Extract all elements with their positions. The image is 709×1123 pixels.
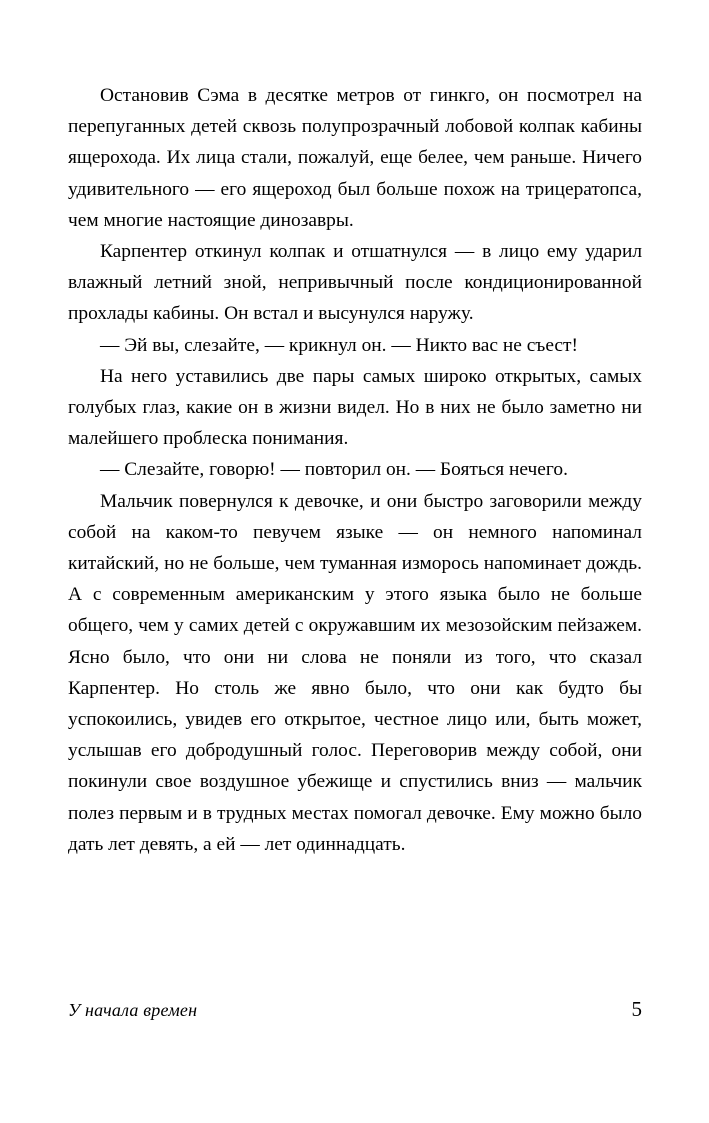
page-footer — [68, 997, 642, 1022]
page-number: 5 — [631, 997, 642, 1021]
paragraph: Карпентер откинул колпак и отшатнулся — в лицо ему ударил влажный летний зной, непривычный после кондиционированной прохлады кабины. Он встал и высунулся наружу. — [68, 241, 642, 325]
paragraph: На него уставились две пары самых широко открытых, самых голубых глаз, какие он в жизни видел. Но в них не было заметно ни малейшего проблеска понимания. — [68, 365, 642, 450]
paragraph: — Эй вы, слезайте, — крикнул он. — Никто вас не съест! — [100, 334, 578, 356]
body-text — [68, 80, 642, 860]
paragraph: Мальчик повернулся к девочке, и они быстро заговорили между собой на каком-то певучем языке — он немного напоминал китайский, но не больше, чем туманная изморось напоминает дождь. А с современным американским у этого языка было не больше общего, чем у самих детей с окружавшим их мезозойским пейзажем. Ясно было, что они ни слова не поняли из того, что сказал Карпентер. Но столь же явно было, что они как будто бы успокоились, увидев его открытое, честное лицо или, быть может, услышав его добродушный голос. Переговорив между собой, они покинули свое воздушное убежище и спустились вниз — мальчик полез первым и в трудных местах помогал девочке. Ему можно было дать лет девять, а ей — лет одиннадцать. — [68, 490, 642, 855]
running-title: У начала времен — [68, 1000, 198, 1020]
paragraph: Остановив Сэма в десятке метров от гинкго, он посмотрел на перепуганных детей сквозь полупрозрачный лобовой колпак кабины ящерохода. Их лица стали, пожалуй, еще белее, чем раньше. Ничего удивительного — его ящероход был больше похож на трицератопса, чем многие настоящие динозавры. — [68, 85, 642, 231]
paragraph: — Слезайте, говорю! — повторил он. — Бояться нечего. — [100, 459, 568, 481]
